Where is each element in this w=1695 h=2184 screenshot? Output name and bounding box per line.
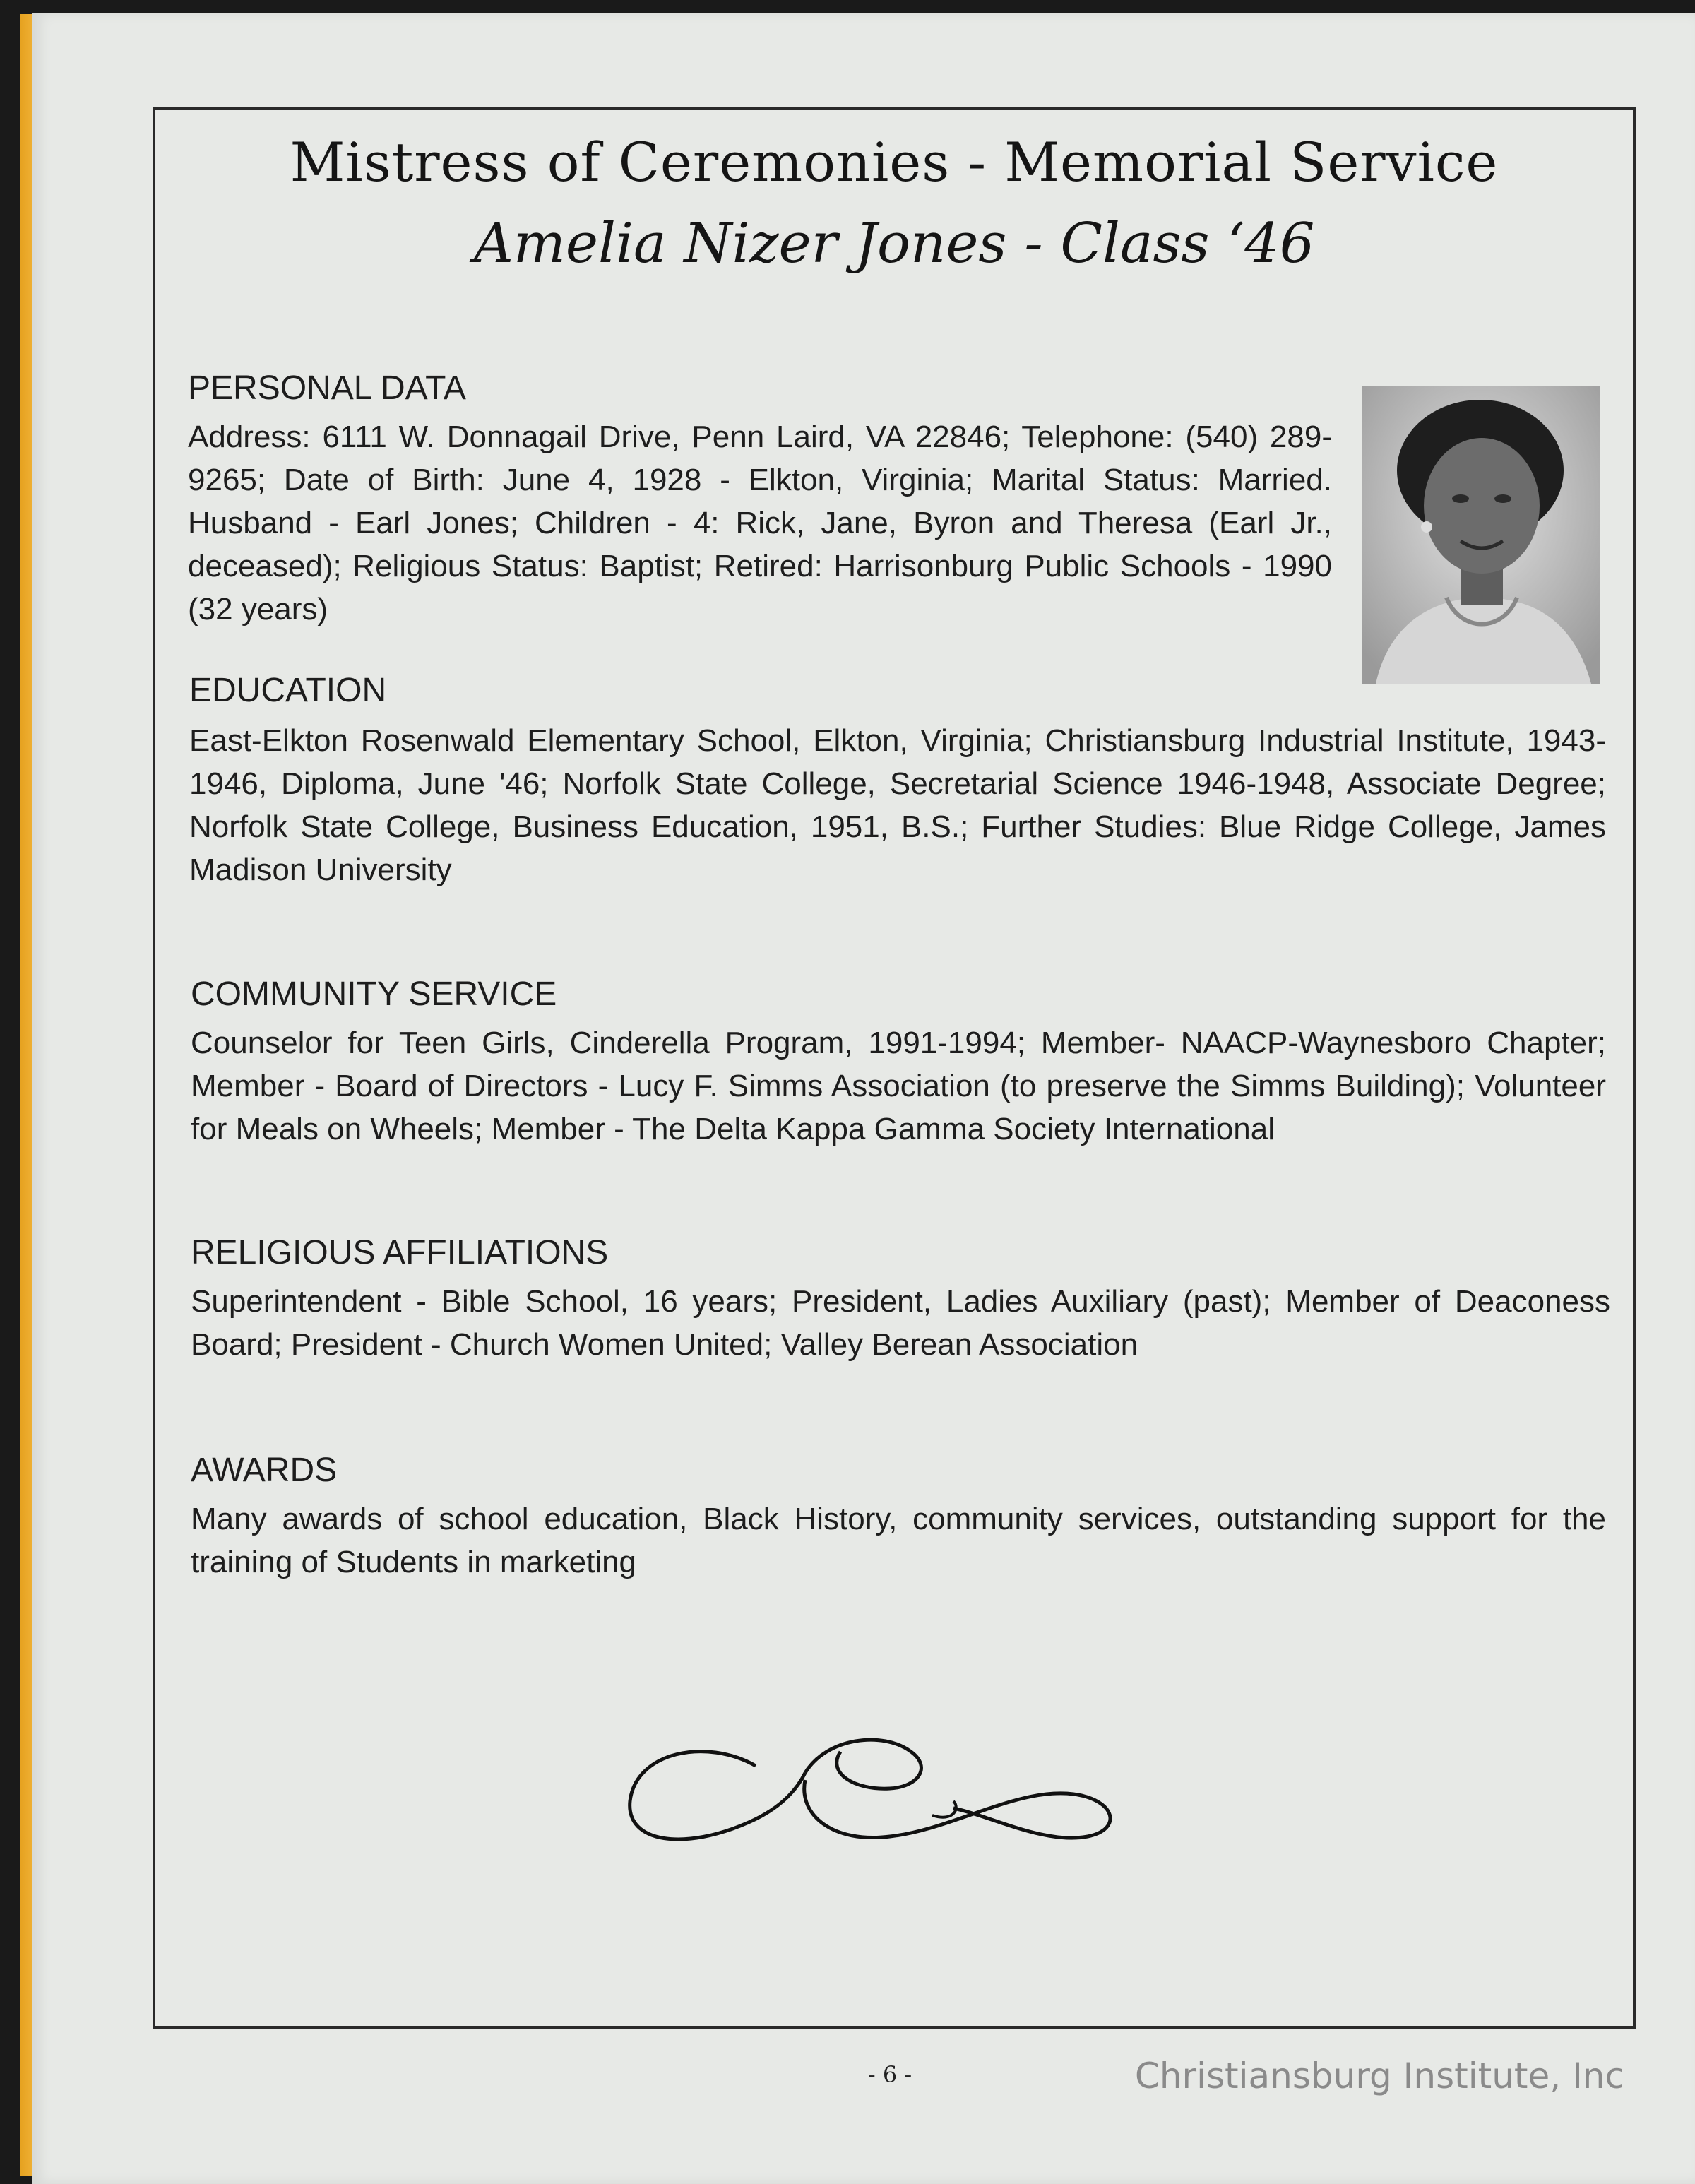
decorative-flourish xyxy=(622,1723,1130,1865)
document-subtitle: Amelia Nizer Jones - Class ‘46 xyxy=(473,212,1315,275)
education-heading: EDUCATION xyxy=(189,672,387,709)
portrait-image xyxy=(1362,386,1600,684)
portrait-photo xyxy=(1362,386,1600,684)
community-service-body: Counselor for Teen Girls, Cinderella Program, 1991-1994; Member- NAACP-Waynesboro Chapter; Member - Board of Directors - Lucy F. Simms Association (to preserve the Simms Building); Volunteer for Meals on Wheels; Member - The Delta Kappa Gamma Society International xyxy=(191,1026,1606,1146)
education-body: East-Elkton Rosenwald Elementary School, Elkton, Virginia; Christiansburg Industrial Institute, 1943-1946, Diploma, June '46; Norfolk State College, Secretarial Science 1946-1948, Associate Degree; Norfolk State College, Business Education, 1951, B.S.; Further Studies: Blue Ridge College, James Madison University xyxy=(189,723,1606,887)
community-service-heading: COMMUNITY SERVICE xyxy=(191,975,557,1013)
religious-affiliations-heading: RELIGIOUS AFFILIATIONS xyxy=(191,1234,609,1271)
page-number: - 6 - xyxy=(867,2061,912,2088)
document-title: Mistress of Ceremonies - Memorial Service xyxy=(290,131,1499,194)
personal-data-body: Address: 6111 W. Donnagail Drive, Penn Laird, VA 22846; Telephone: (540) 289-9265; Date of Birth: June 4, 1928 - Elkton, Virginia; Marital Status: Married. Husband - Earl Jones; Children - 4: Rick, Jane, Byron and Theresa (Earl Jr., deceased); Religious Status: Baptist; Retired: Harrisonburg Public Schools - 1990 (32 years) xyxy=(188,420,1332,627)
awards-body: Many awards of school education, Black History, community services, outstanding support for the training of Students in marketing xyxy=(191,1502,1606,1579)
religious-affiliations-body: Superintendent - Bible School, 16 years; President, Ladies Auxiliary (past); Member of Deaconess Board; President - Church Women United; Valley Berean Association xyxy=(191,1284,1610,1362)
awards-heading: AWARDS xyxy=(191,1452,338,1489)
watermark-text: Christiansburg Institute, Inc xyxy=(1134,2055,1624,2096)
personal-data-heading: PERSONAL DATA xyxy=(188,369,466,407)
